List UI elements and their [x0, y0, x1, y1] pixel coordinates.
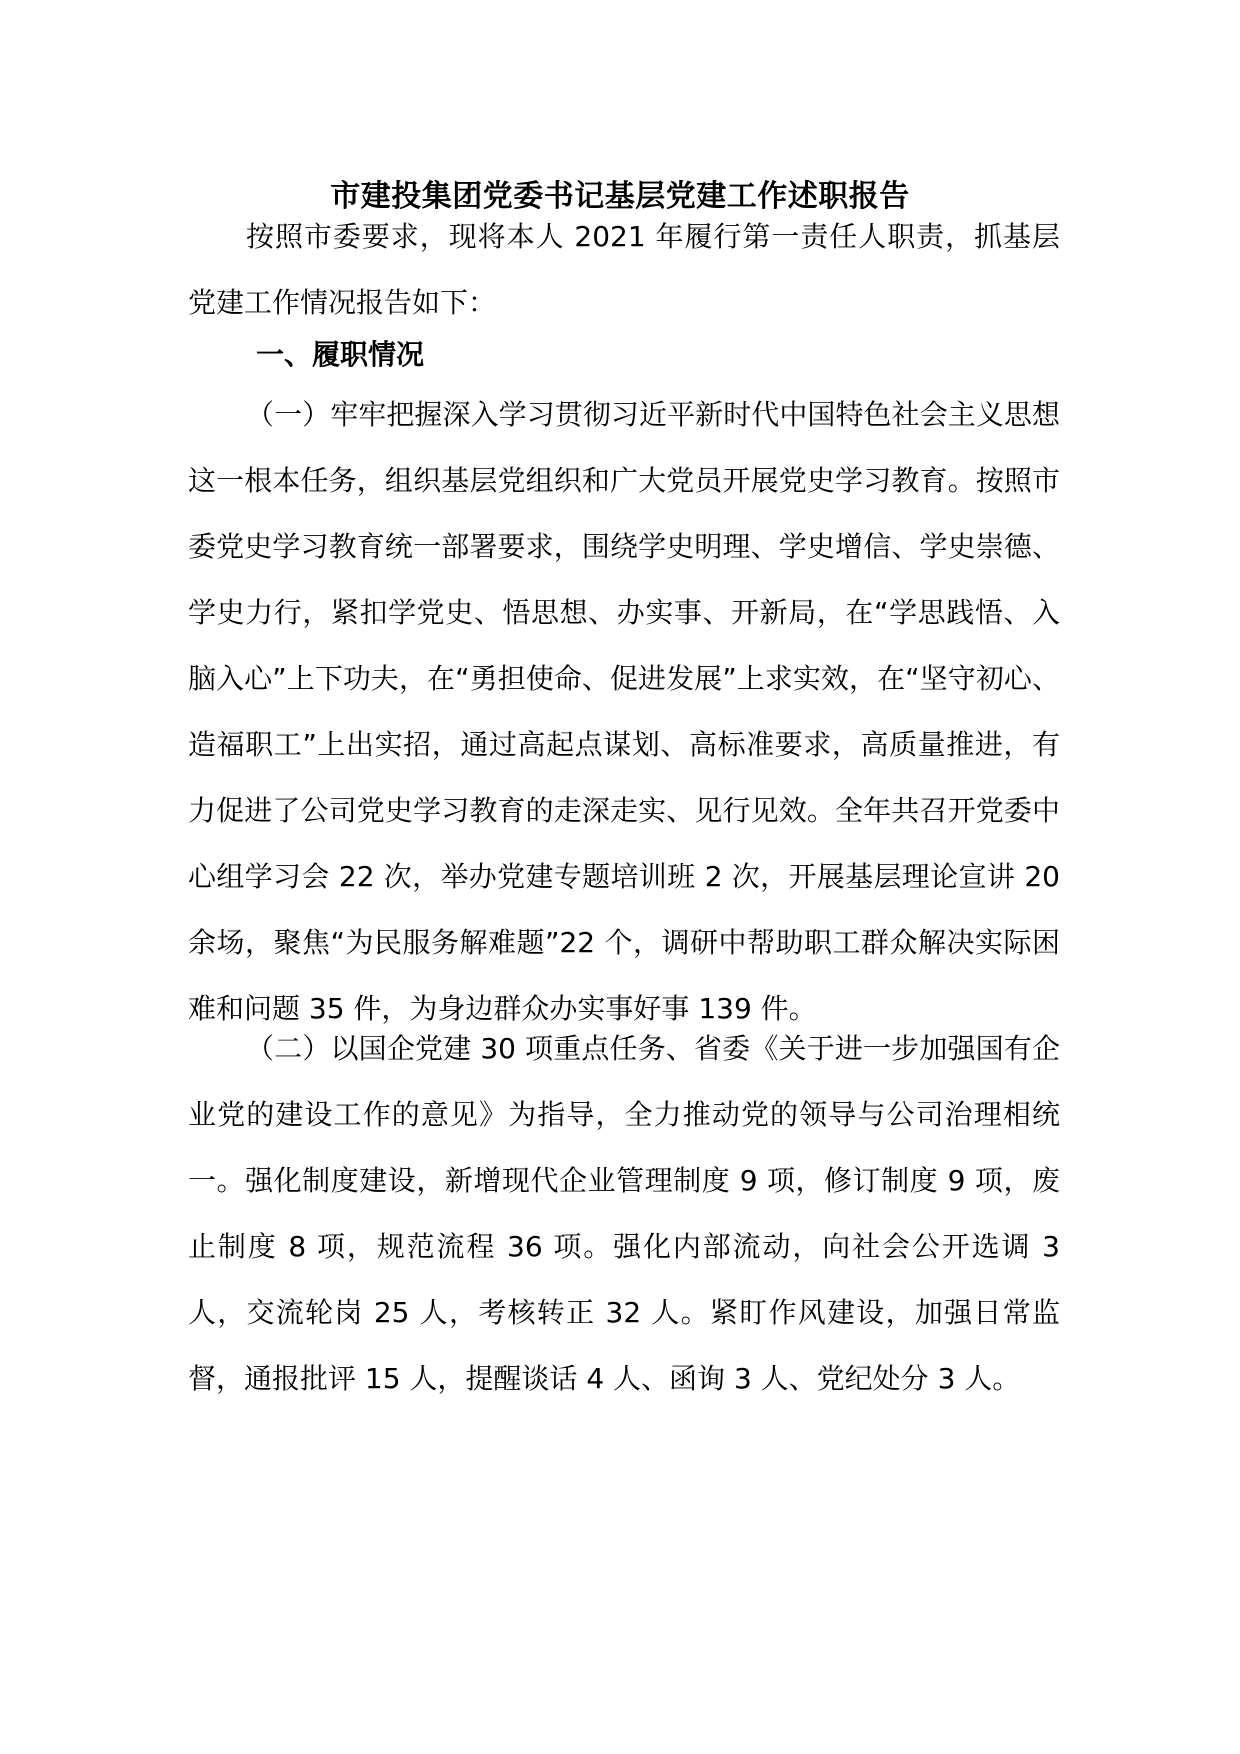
paragraph-2: （二）以国企党建 30 项重点任务、省委《关于进一步加强国有企业党的建设工作的意见》为指导，全力推动党的领导与公司治理相统一。强化制度建设，新增现代企业管理制度 9 项，修订制度 9 项，废止制度 8 项，规范流程 36 项。强化内部流动，向社会公开选调 3 人，交流轮岗 25 人，考核转正 32 人。紧盯作风建设，加强日常监督，通报批评 15 人，提醒谈话 4 人、函询 3 人、党纪处分 3 人。	[188, 1032, 1060, 1395]
document-title: 市建投集团党委书记基层党建工作述职报告	[330, 179, 910, 214]
paragraph-1: （一）牢牢把握深入学习贯彻习近平新时代中国特色社会主义思想这一根本任务，组织基层党组织和广大党员开展党史学习教育。按照市委党史学习教育统一部署要求，围绕学史明理、学史增信、学史崇德、学史力行，紧扣学党史、悟思想、办实事、开新局，在“学思践悟、入脑入心”上下功夫，在“勇担使命、促进发展”上求实效，在“坚守初心、造福职工”上出实招，通过高起点谋划、高标准要求，高质量推进，有力促进了公司党史学习教育的走深走实、见行见效。全年共召开党委中心组学习会 22 次，举办党建专题培训班 2 次，开展基层理论宣讲 20 余场，聚焦“为民服务解难题”22 个，调研中帮助职工群众解决实际困难和问题 35 件，为身边群众办实事好事 139 件。	[188, 398, 1060, 1025]
section-heading: 一、履职情况	[256, 338, 425, 371]
intro-paragraph: 按照市委要求，现将本人 2021 年履行第一责任人职责，抓基层党建工作情况报告如下：	[188, 220, 1060, 319]
